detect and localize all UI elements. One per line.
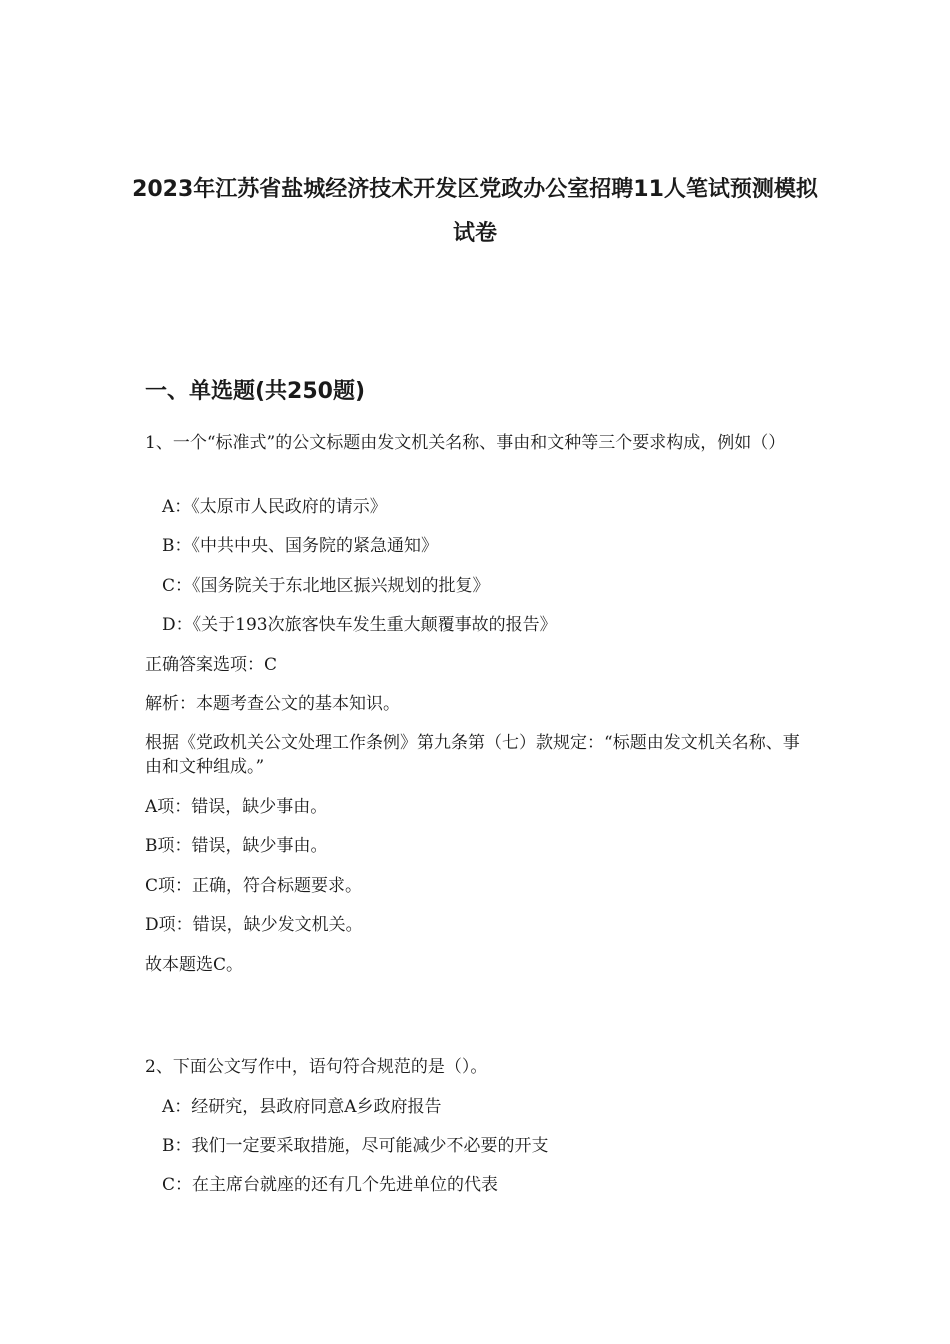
question-1-basis: 根据《党政机关公文处理工作条例》第九条第（七）款规定：“标题由发文机关名称、事由和文种组成。” <box>145 733 800 777</box>
document-title: 2023年江苏省盐城经济技术开发区党政办公室招聘11人笔试预测模拟试卷 <box>132 177 818 246</box>
question-1-analysis: 解析：本题考查公文的基本知识。 <box>145 694 400 714</box>
question-1-stem: 1、一个“标准式”的公文标题由发文机关名称、事由和文种等三个要求构成，例如（） <box>145 433 786 453</box>
question-1-item-b: B项：错误，缺少事由。 <box>145 836 328 856</box>
section-heading: 一、单选题(共250题) <box>145 379 366 404</box>
question-2-option-c: C：在主席台就座的还有几个先进单位的代表 <box>162 1175 499 1195</box>
question-1-item-c: C项：正确，符合标题要求。 <box>145 876 363 896</box>
question-1-option-a: A：《太原市人民政府的请示》 <box>162 497 387 517</box>
question-1-item-d: D项：错误，缺少发文机关。 <box>145 915 363 935</box>
question-1-answer: 正确答案选项：C <box>145 655 278 675</box>
question-1-conclusion: 故本题选C。 <box>145 955 244 975</box>
question-2-option-a: A：经研究，县政府同意A乡政府报告 <box>162 1097 442 1117</box>
question-1-option-b: B：《中共中央、国务院的紧急通知》 <box>162 536 438 556</box>
question-1-option-d: D：《关于193次旅客快车发生重大颠覆事故的报告》 <box>162 615 557 635</box>
question-1-option-c: C：《国务院关于东北地区振兴规划的批复》 <box>162 576 490 596</box>
question-2-stem: 2、下面公文写作中，语句符合规范的是（）。 <box>145 1057 488 1077</box>
question-1-item-a: A项：错误，缺少事由。 <box>145 797 328 817</box>
question-2-option-b: B：我们一定要采取措施，尽可能减少不必要的开支 <box>162 1136 549 1156</box>
